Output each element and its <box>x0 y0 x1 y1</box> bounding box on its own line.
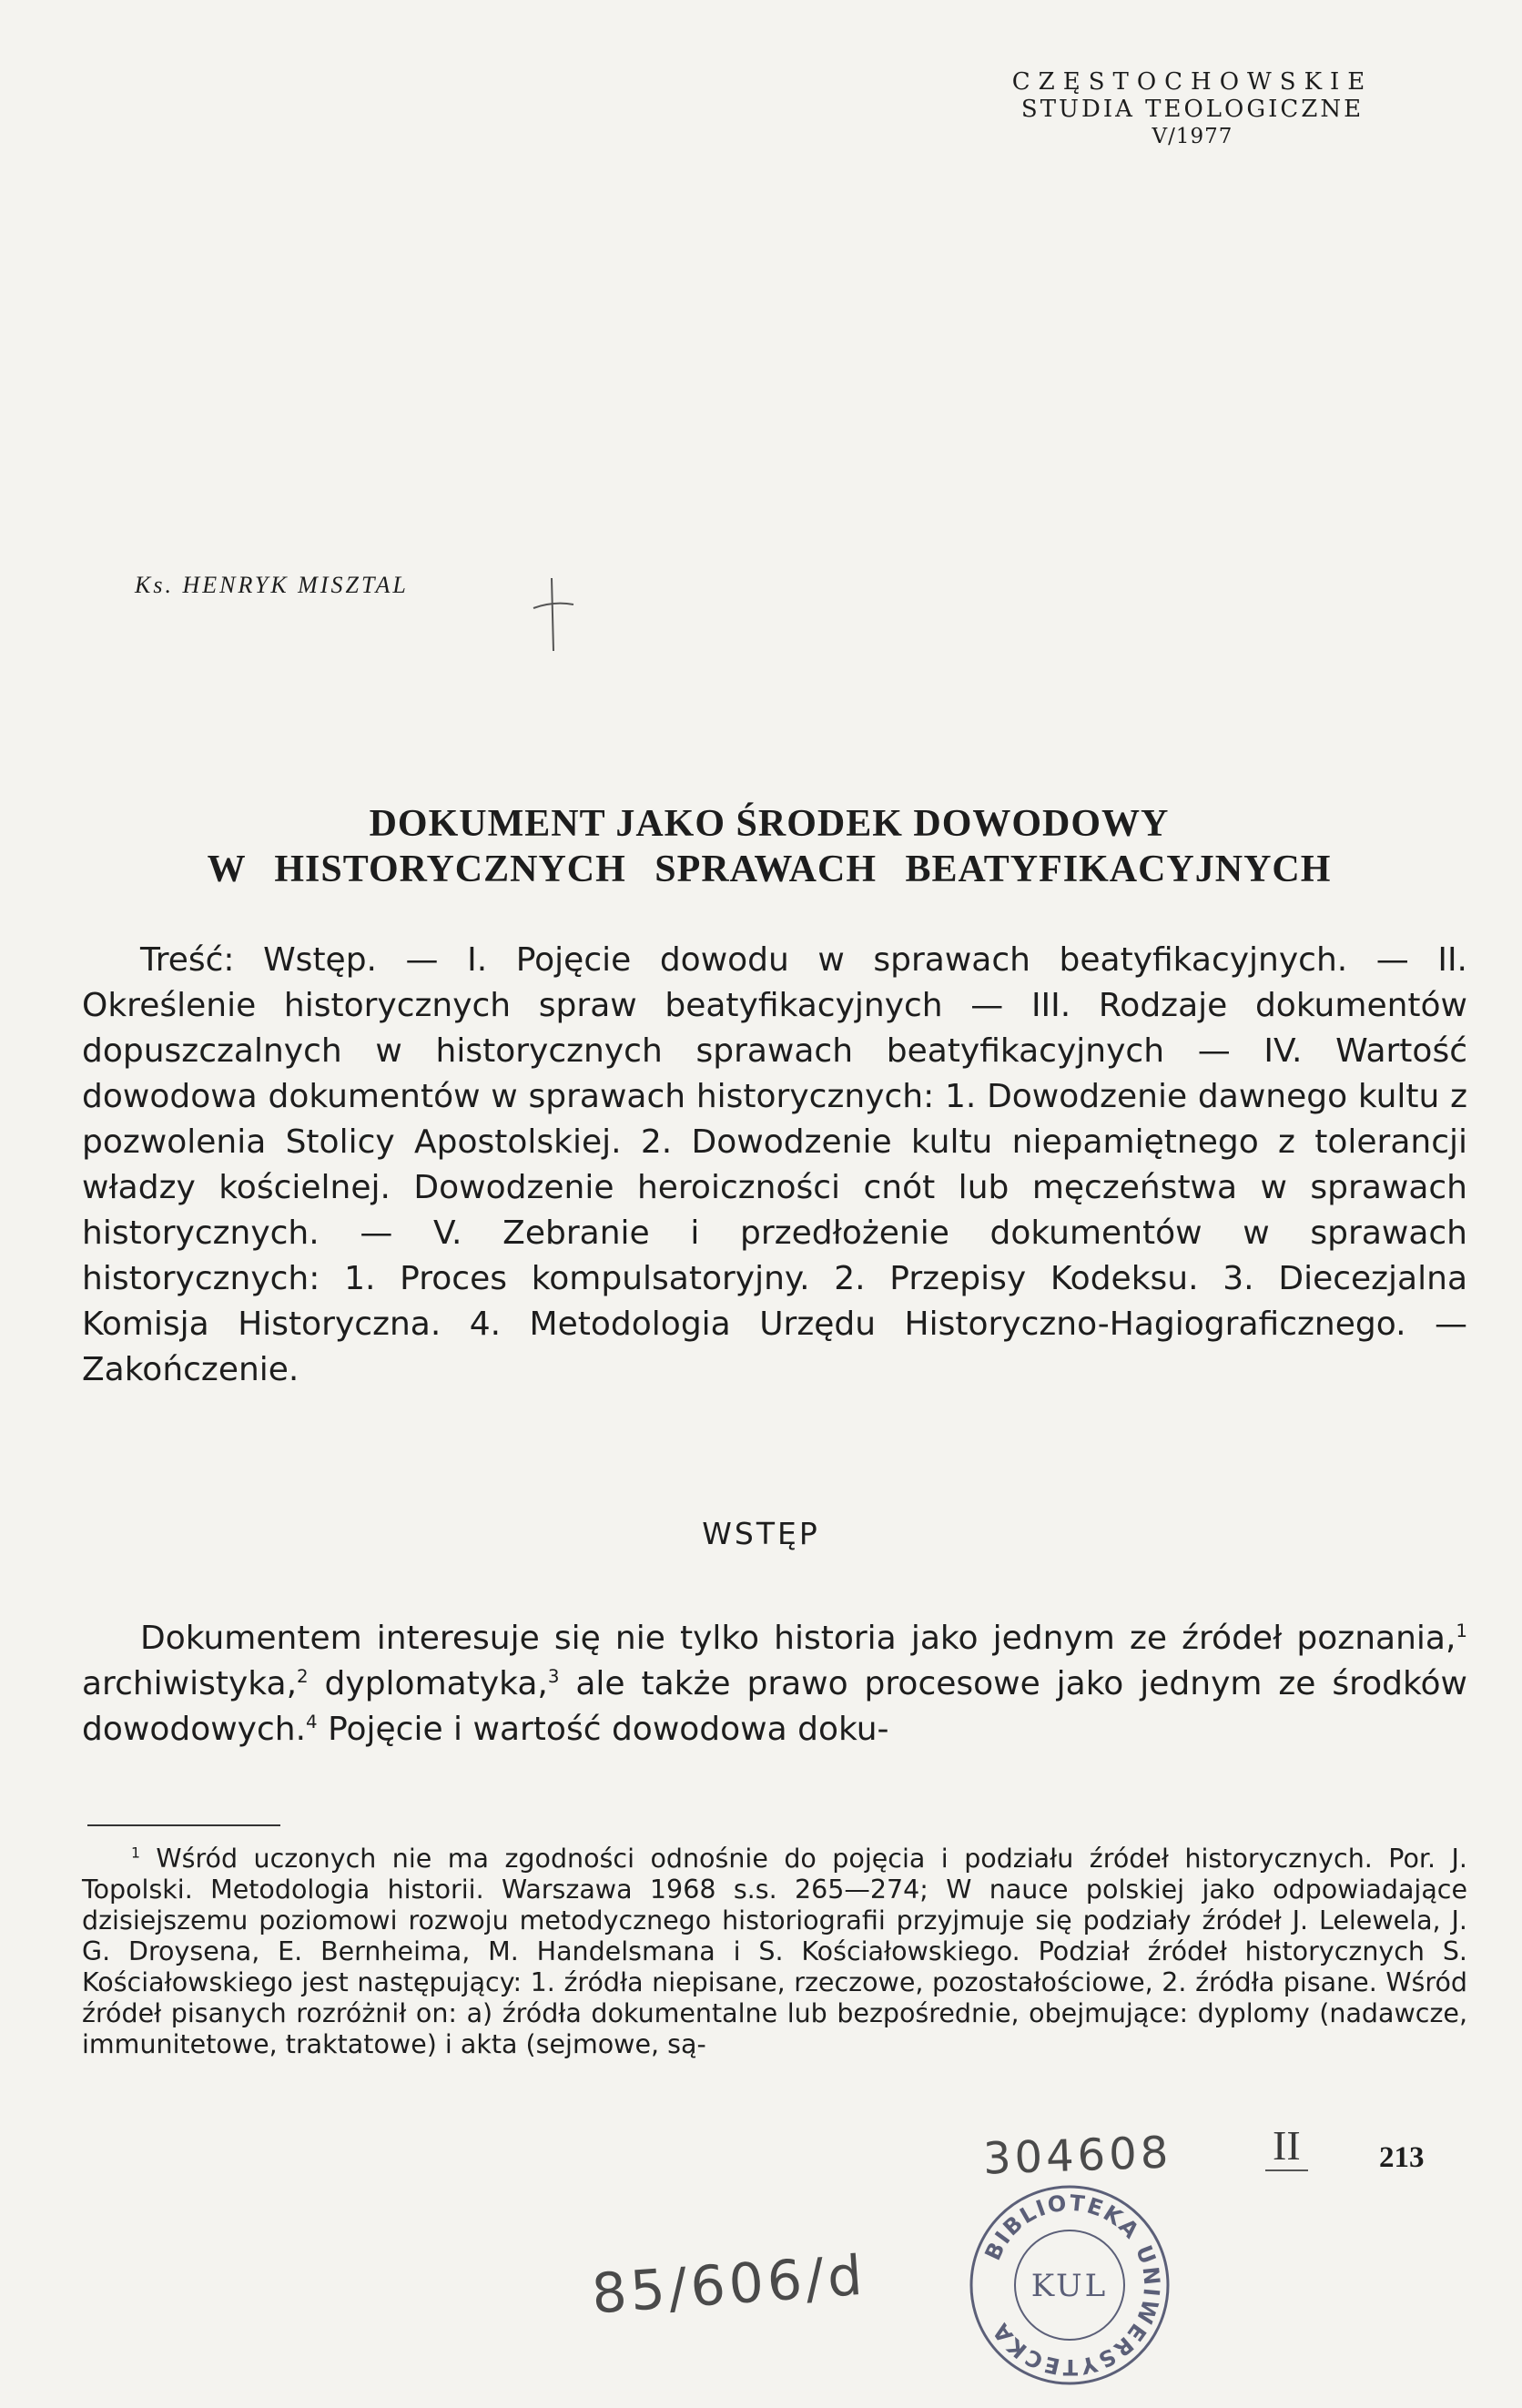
footnote-text: Wśród uczonych nie ma zgodności odnośnie do pojęcia i podziału źródeł historycznych. Por. J. Topolski. Metodologia historii. Warszawa 1968 s.s. 265—274; W nauce polskiej jako odpowiadające dzisiejszemu poziomowi rozwoju metodycznego historiografii przyjmuje się podziały źródeł J. Lelewela, J. G. Droysena, E. Bernheima, M. Handelsmana i S. Kościałowskiego. Podział źródeł historycznych S. Kościałowskiego jest następujący: 1. źródła niepisane, rzeczowe, pozostałościowe, 2. źródła pisane. Wśród źródeł pisanych rozróżnił on: a) źródła dokumentalne lub bezpośrednie, obejmujące: dyplomy (nadawcze, immunitetowe, traktatowe) i akta (sejmowe, są- <box>82 1844 1467 2059</box>
journal-header <box>910 68 1475 150</box>
intro-text-1: Dokumentem interesuje się nie tylko historia jako jednym ze źródeł poznania, <box>140 1620 1456 1657</box>
stamp-ring-textpath: BIBLIOTEKA UNIWERSYTECKA <box>979 2190 1165 2381</box>
intro-text-5: Pojęcie i wartość dowodowa doku- <box>317 1711 889 1748</box>
author-name: Ks. HENRYK MISZTAL <box>135 572 409 598</box>
section-heading: WSTĘP <box>702 1516 820 1551</box>
library-stamp-icon <box>965 2180 1174 2390</box>
footnote-1 <box>82 1844 1467 2060</box>
contents-paragraph: Treść: Wstęp. — I. Pojęcie dowodu w sprawach beatyfikacyjnych. — II. Określenie historycznych spraw beatyfikacyjnych — III. Rodzaje dokumentów dopuszczalnych w historycznych sprawach beatyfikacyjnych — IV. Wartość dowodowa dokumentów w sprawach historycznych: 1. Dowodzenie dawnego kultu z pozwolenia Stolicy Apostolskiej. 2. Dowodzenie kultu niepamiętnego z tolerancji władzy kościelnej. Dowodzenie heroiczności cnót lub męczeństwa w sprawach historycznych. — V. Zebranie i przedłożenie dokumentów w sprawach historycznych: 1. Proces kompulsatoryjny. 2. Przepisy Kodeksu. 3. Diecezjalna Komisja Historyczna. 4. Metodologia Urzędu Historyczno-Hagiograficznego. — Zakończenie. <box>82 941 1467 1388</box>
footnote-ref-4[interactable]: 4 <box>306 1712 318 1732</box>
article-title-line1: DOKUMENT JAKO ŚRODEK DOWODOWY <box>369 803 1170 845</box>
handwritten-cross-mark <box>526 574 581 655</box>
intro-text-3: dyplomatyka, <box>308 1665 548 1702</box>
stamp-center-text: KUL <box>1030 2268 1109 2304</box>
intro-text-4: ale także prawo procesowe jako jednym ze środków dowodowych. <box>82 1665 1467 1748</box>
journal-name-line2: STUDIA TEOLOGICZNE <box>1020 96 1365 123</box>
intro-paragraph <box>82 1616 1467 1753</box>
footnote-number: 1 <box>131 1844 140 1862</box>
footnote-ref-2[interactable]: 2 <box>297 1666 309 1687</box>
page-number: 213 <box>1379 2141 1425 2174</box>
handwritten-call-number: 85/606/d <box>589 2243 868 2327</box>
handwritten-roman-numeral: II <box>1265 2121 1308 2171</box>
journal-name-line1: CZĘSTOCHOWSKIE <box>1011 68 1374 96</box>
journal-volume: V/1977 <box>1152 125 1233 148</box>
article-title <box>73 801 1466 892</box>
intro-text-2: archiwistyka, <box>82 1665 298 1702</box>
article-title-line2: W HISTORYCZNYCH SPRAWACH BEATYFIKACYJNYCH <box>207 848 1332 890</box>
footnote-ref-3[interactable]: 3 <box>547 1666 560 1687</box>
footnote-ref-1[interactable]: 1 <box>1456 1621 1467 1641</box>
footnote-divider <box>87 1824 280 1826</box>
handwritten-inventory-number: 304608 <box>982 2127 1173 2185</box>
